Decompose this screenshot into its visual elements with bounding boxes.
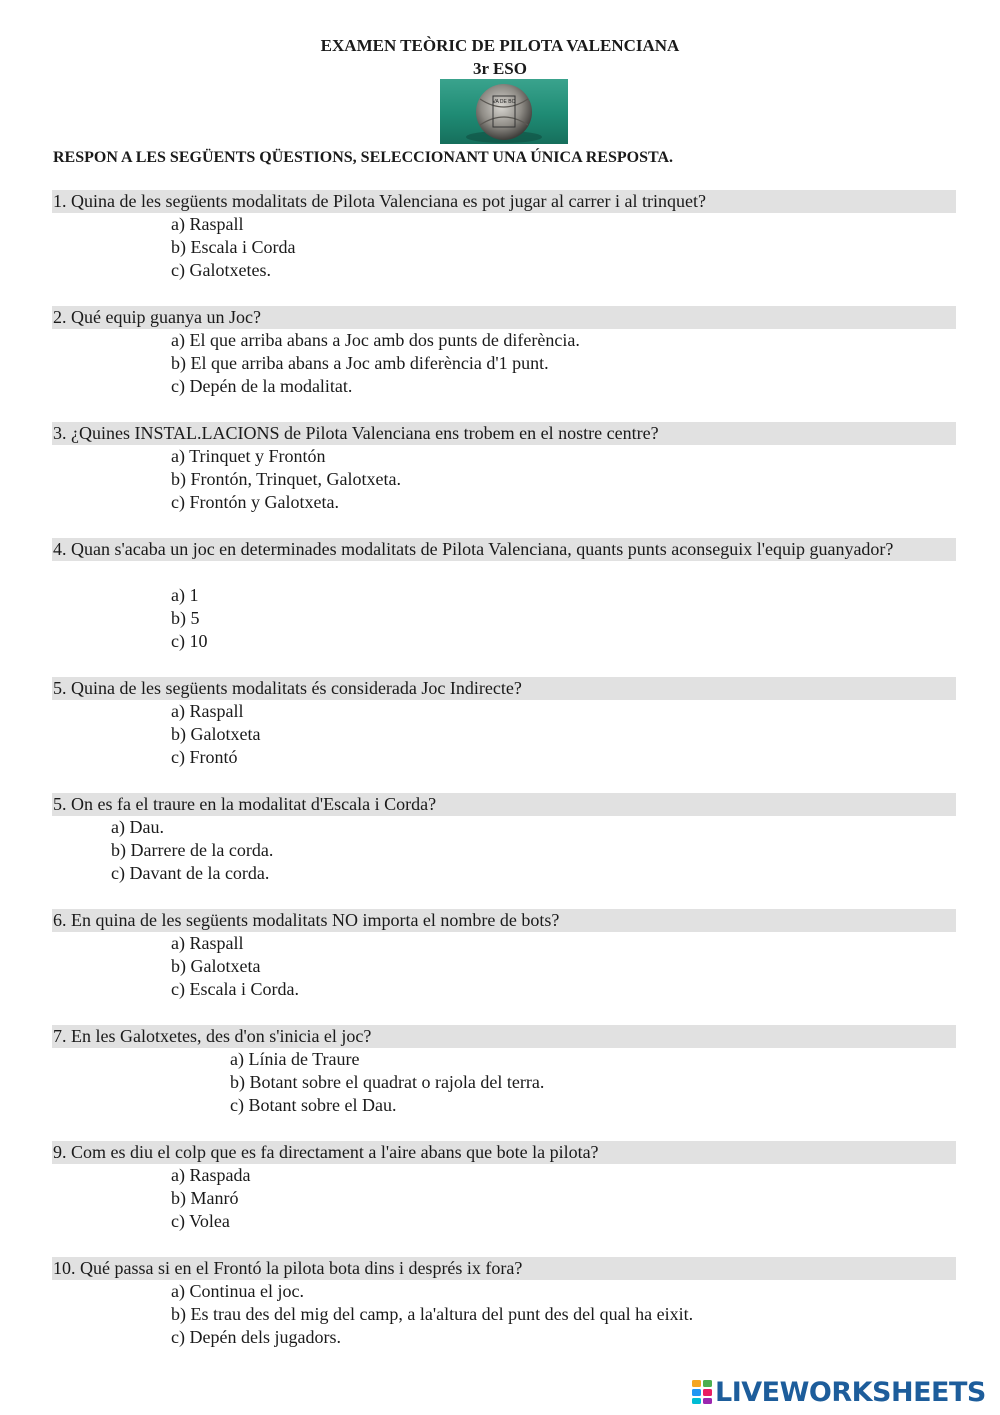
question-9: 9. Com es diu el colp que es fa directament a l'aire abans que bote la pilota? — [52, 1141, 956, 1164]
question-7: 7. En les Galotxetes, des d'on s'inicia el joc? — [52, 1025, 956, 1048]
option-2a[interactable]: a) El que arriba abans a Joc amb dos punts de diferència. — [171, 330, 580, 350]
option-5bis-a[interactable]: a) Dau. — [111, 817, 164, 837]
option-5bis-c[interactable]: c) Davant de la corda. — [111, 863, 270, 883]
option-2b[interactable]: b) El que arriba abans a Joc amb diferència d'1 punt. — [171, 353, 549, 373]
exam-title: EXAMEN TEÒRIC DE PILOTA VALENCIANA — [320, 36, 680, 55]
option-6c[interactable]: c) Escala i Corda. — [171, 979, 299, 999]
question-1: 1. Quina de les següents modalitats de Pilota Valenciana es pot jugar al carrer i al trinquet? — [52, 190, 956, 213]
option-9a[interactable]: a) Raspada — [171, 1165, 251, 1185]
option-3a[interactable]: a) Trinquet y Frontón — [171, 446, 326, 466]
pelota-logo-image — [440, 79, 568, 144]
option-10a[interactable]: a) Continua el joc. — [171, 1281, 304, 1301]
option-5b[interactable]: b) Galotxeta — [171, 724, 261, 744]
exam-subtitle: 3r ESO — [472, 59, 527, 78]
liveworksheets-logo-icon — [691, 1379, 713, 1405]
option-7c[interactable]: c) Botant sobre el Dau. — [230, 1095, 397, 1115]
option-9c[interactable]: c) Volea — [171, 1211, 230, 1231]
question-3: 3. ¿Quines INSTAL.LACIONS de Pilota Valenciana ens trobem en el nostre centre? — [52, 422, 956, 445]
option-6b[interactable]: b) Galotxeta — [171, 956, 261, 976]
question-4: 4. Quan s'acaba un joc en determinades modalitats de Pilota Valenciana, quants punts aconseguix l'equip guanyador? — [52, 538, 956, 561]
option-7b[interactable]: b) Botant sobre el quadrat o rajola del terra. — [230, 1072, 545, 1092]
option-3c[interactable]: c) Frontón y Galotxeta. — [171, 492, 339, 512]
instructions: RESPON A LES SEGÜENTS QÜESTIONS, SELECCIONANT UNA ÚNICA RESPOSTA. — [53, 149, 674, 166]
question-5-bis: 5. On es fa el traure en la modalitat d'Escala i Corda? — [52, 793, 956, 816]
question-6: 6. En quina de les següents modalitats NO importa el nombre de bots? — [52, 909, 956, 932]
question-2: 2. Qué equip guanya un Joc? — [52, 306, 956, 329]
option-10b[interactable]: b) Es trau des del mig del camp, a la'altura del punt des del qual ha eixit. — [171, 1304, 694, 1324]
option-2c[interactable]: c) Depén de la modalitat. — [171, 376, 353, 396]
option-5c[interactable]: c) Frontó — [171, 747, 238, 767]
option-4a[interactable]: a) 1 — [171, 585, 199, 605]
option-5a[interactable]: a) Raspall — [171, 701, 244, 721]
option-9b[interactable]: b) Manró — [171, 1188, 239, 1208]
option-7a[interactable]: a) Línia de Traure — [230, 1049, 360, 1069]
logo-text: VA DE BO — [492, 99, 516, 105]
liveworksheets-brand — [691, 1375, 986, 1409]
question-5: 5. Quina de les següents modalitats és considerada Joc Indirecte? — [52, 677, 956, 700]
option-4b[interactable]: b) 5 — [171, 608, 200, 628]
option-5bis-b[interactable]: b) Darrere de la corda. — [111, 840, 274, 860]
option-1b[interactable]: b) Escala i Corda — [171, 237, 296, 257]
option-1c[interactable]: c) Galotxetes. — [171, 260, 271, 280]
brand-text: LIVEWORKSHEETS — [715, 1376, 986, 1408]
option-4c[interactable]: c) 10 — [171, 631, 208, 651]
option-6a[interactable]: a) Raspall — [171, 933, 244, 953]
option-1a[interactable]: a) Raspall — [171, 214, 244, 234]
pelota-ball-icon — [440, 79, 568, 144]
question-10: 10. Qué passa si en el Frontó la pilota bota dins i després ix fora? — [52, 1257, 956, 1280]
option-10c[interactable]: c) Depén dels jugadors. — [171, 1327, 341, 1347]
option-3b[interactable]: b) Frontón, Trinquet, Galotxeta. — [171, 469, 401, 489]
